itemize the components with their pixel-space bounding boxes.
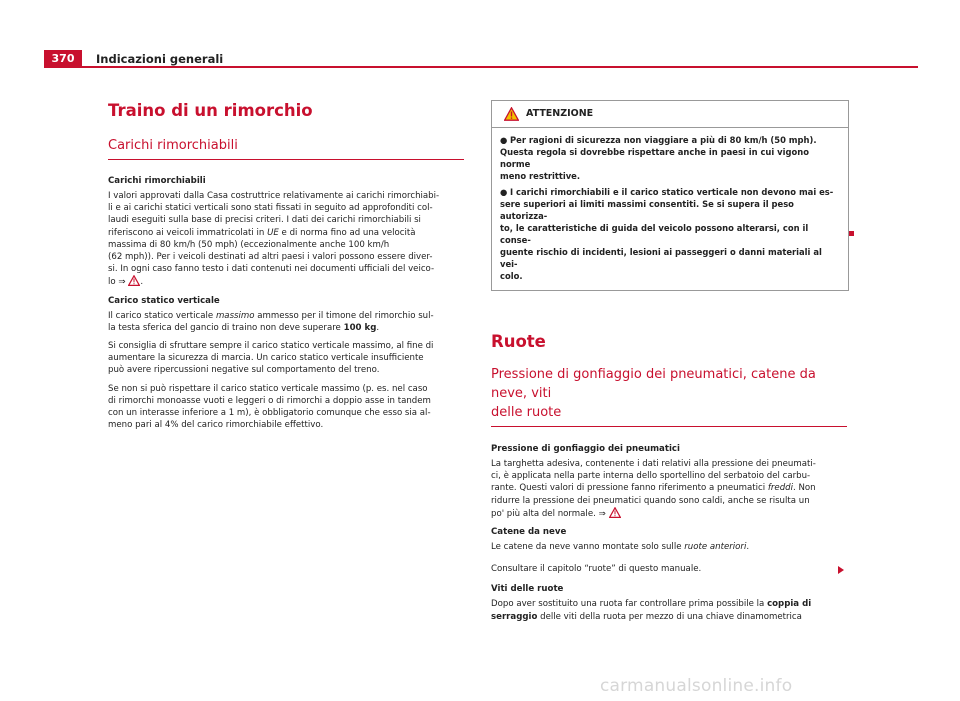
- paragraph-carichi: I valori approvati dalla Casa costruttrice relativamente ai carichi rimorchiabi- li e ai carichi statici verticali sono stati fissati in seguito ad approfonditi col- laudi eseguiti sulla base di precisi criteri. I dati dei carichi rimorchiabili si riferiscono ai veicoli immatricolati in UE e di norma fino ad una velocità massima di 80 km/h (50 mph) (eccezionalmente anche 100 km/h (62 mph)). Per i veicoli destinati ad altri paesi i valori possono essere diver- si. In ogni caso fanno testo i dati contenuti nei documenti ufficiali del veico- lo ⇒ .: [108, 191, 440, 288]
- warning-item: ● Per ragioni di sicurezza non viaggiare a più di 80 km/h (50 mph). Questa regola si dovrebbe rispettare anche in paesi in cui vigono norme meno restrittive.: [500, 135, 817, 181]
- section-title: Carichi rimorchiabili: [108, 136, 464, 160]
- paragraph-pressione: La targhetta adesiva, contenente i dati relativi alla pressione dei pneumati- ci, è applicata nella parte interna dello sportellino del serbatoio del carbu- rante. Questi valori di pressione fanno riferimento a pneumatici freddi. Non ridurre la pressione dei pneumatici quando sono caldi, anche se risulta un po' più alta del normale. ⇒: [491, 459, 816, 519]
- watermark: carmanualsonline.info: [600, 676, 793, 696]
- subheading-carichi: Carichi rimorchiabili: [108, 176, 206, 186]
- paragraph-consiglio: Si consiglia di sfruttare sempre il carico statico verticale massimo, al fine di aumentare la sicurezza di marcia. Un carico statico verticale insufficiente può avere ripercussioni negative sul comportamento del treno.: [108, 341, 434, 376]
- warning-title: ATTENZIONE: [526, 108, 594, 119]
- continue-arrow-icon: [838, 566, 844, 574]
- paragraph-carico-statico: Il carico statico verticale massimo ammesso per il timone del rimorchio sul- la testa sferica del gancio di traino non deve superare 100 kg.: [108, 310, 434, 333]
- warning-item: ● I carichi rimorchiabili e il carico statico verticale non devono mai es- sere superiori ai limiti massimi consentiti. Se si supera il peso autorizza- to, le caratteristiche di guida del veicolo possono alterarsi, con il conse- guente rischio di incidenti, lesioni ai passeggeri o danni materiali al vei- colo.: [500, 187, 834, 281]
- chapter-title: Traino di un rimorchio: [108, 101, 313, 120]
- warning-box: [491, 100, 849, 291]
- subheading-viti: Viti delle ruote: [491, 584, 564, 595]
- subheading-catene: Catene da neve: [491, 527, 567, 538]
- paragraph-consultare: Consultare il capitolo “ruote” di questo manuale.: [491, 564, 702, 575]
- paragraph-minimo: Se non si può rispettare il carico statico verticale massimo (p. es. nel caso di rimorchi monoasse vuoti e leggeri o di rimorchi a doppio asse in tandem con un interasse inferiore a 1 m), è obbligatorio comunque che esso sia al- meno pari al 4% del carico rimorchiabile effettivo.: [108, 383, 431, 431]
- chapter-title-ruote: Ruote: [491, 332, 546, 351]
- section-end-marker: [849, 231, 854, 236]
- page-number: 370: [44, 50, 82, 68]
- left-column: [108, 100, 464, 431]
- warning-box-body: [492, 128, 848, 290]
- section-title-pressione: Pressione di gonfiaggio dei pneumatici, catene da neve, viti delle ruote: [491, 365, 847, 427]
- header-rule: [44, 66, 918, 68]
- warning-triangle-icon[interactable]: [609, 507, 621, 518]
- right-column: [491, 100, 847, 623]
- section-header: Indicazioni generali: [96, 52, 224, 66]
- paragraph-viti: Dopo aver sostituito una ruota far controllare prima possibile la coppia di serraggio delle viti della ruota per mezzo di una chiave dinamometrica: [491, 599, 812, 622]
- paragraph-catene: Le catene da neve vanno montate solo sulle ruote anteriori.: [491, 542, 750, 553]
- subheading-pressione: Pressione di gonfiaggio dei pneumatici: [491, 444, 680, 454]
- warning-icon: [504, 107, 519, 121]
- warning-triangle-icon[interactable]: [128, 275, 140, 286]
- warning-box-header: [492, 101, 848, 128]
- subheading-carico-statico: Carico statico verticale: [108, 295, 220, 306]
